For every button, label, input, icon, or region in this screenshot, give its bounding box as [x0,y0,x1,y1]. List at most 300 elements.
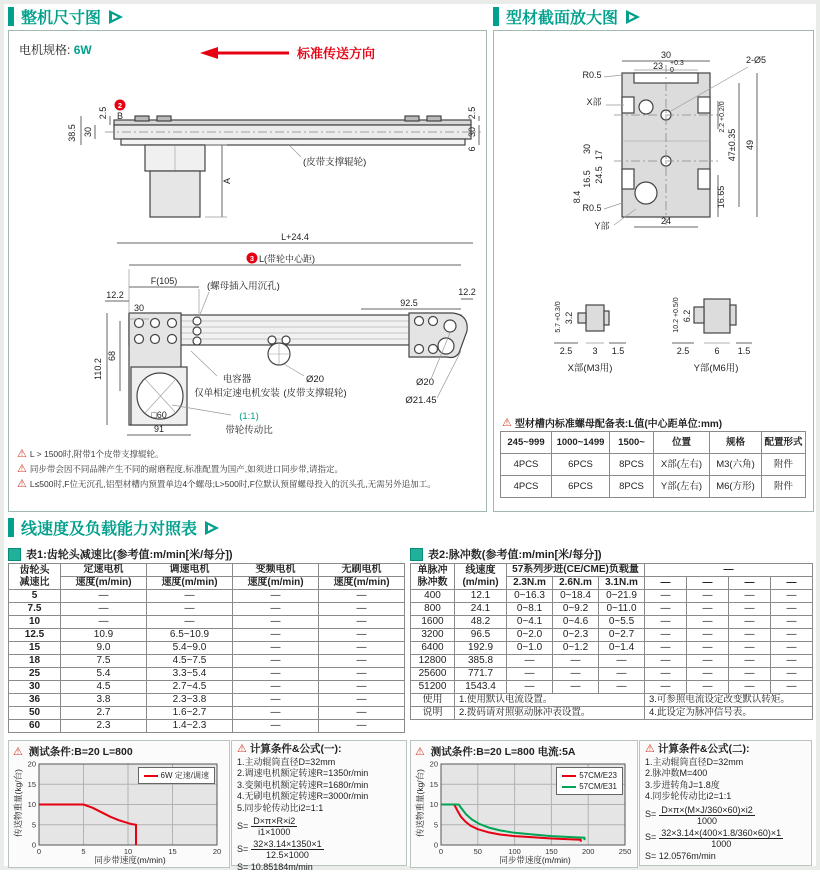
table1-title [8,545,404,563]
table-cell: 6400 [411,642,455,655]
dim-label: 6 [714,346,720,356]
table-row [9,694,405,707]
calc-line: 1.主动辊筒直径D=32mm [237,756,336,767]
section-title-text: 整机尺寸图 [21,10,102,27]
square-bullet-icon [410,548,423,561]
calc1-title: ⚠ 计算条件&公式(一): [237,743,342,755]
table-cell: 7.5 [61,655,147,668]
fraction: $\frac{32\times 3.14\times(400\times 1.8/360\times 60)\times 1}{1000}$ [661,827,782,849]
table-cell: 1543.4 [455,681,507,694]
column-subheader: — [687,577,729,590]
pulse-table-zone [410,545,812,720]
table-cell: M3(六角) [710,454,762,476]
table-row [411,668,813,681]
drawing-notes [17,447,481,492]
tick-label: 50 [473,847,482,856]
dim-label: 68 [107,350,117,362]
column-subheader: — [645,577,687,590]
ratio-caption: 带轮传动比 [225,425,273,436]
table-cell: — [61,603,147,616]
table-cell: M6(方形) [710,476,762,498]
calc-line: 2.脉冲数M=400 [645,768,708,778]
table-cell: 2.7~4.5 [147,681,233,694]
dim-label: 2.5 [98,106,108,120]
table-cell: 0~18.4 [553,590,599,603]
column-subheader: — [729,577,771,590]
dim-label: 2.2 +0.2/0 [719,101,726,133]
table-cell: — [233,668,319,681]
usage-note-row [411,694,813,707]
chart2-panel [410,740,638,868]
table-cell: — [233,629,319,642]
dim-label: Y部 [594,221,610,231]
chart1-panel [8,740,230,868]
legend-entry: 6W 定速/调速 [144,770,209,781]
cross-section-drawing [494,45,812,245]
table-cell: — [729,590,771,603]
table-cell: X部(左右) [654,454,710,476]
transfer-direction [199,43,375,62]
calc-panel-2 [639,740,812,866]
tick-label: 150 [545,847,558,856]
table-cell: — [507,668,553,681]
test-condition [9,741,229,759]
table-cell: 60 [9,720,61,733]
column-header: 调速电机 [147,564,233,577]
tick-label: 100 [508,847,521,856]
table-cell: — [233,655,319,668]
table-cell: 51200 [411,681,455,694]
table-row [411,629,813,642]
table-cell: 6PCS [552,454,610,476]
dim-label: 49 [745,139,755,151]
note-text: L≤500时,F位无沉孔,铝型材槽内预置单边4个螺母;L>500时,F位默认预留螺母投入的沉头孔,无需另外追加工。 [29,479,436,489]
table-cell: 0~16.3 [507,590,553,603]
table-cell: — [729,629,771,642]
table-cell: — [687,629,729,642]
table-cell: 192.9 [455,642,507,655]
calc-line: 4.同步轮传动比i2=1:1 [645,791,732,801]
fraction: $\frac{D\times\pi\times R\times i2}{i1\times 1000}$ [253,816,296,837]
usage-note-row [411,707,813,720]
tick-label: 15 [429,779,438,789]
note-line [17,462,481,477]
table-row [9,681,405,694]
side-view-drawing [9,77,486,227]
table-cell: — [507,681,553,694]
dim-label: 30 [133,303,145,313]
dim-label: 10.2 +0.5/0 [673,297,680,333]
section-title-speed-load [8,516,221,539]
nut-table [500,431,806,498]
tick-label: 5 [31,820,36,830]
table-cell: — [687,681,729,694]
column-subheader: 2.3N.m [507,577,553,590]
table-cell: 0~1.0 [507,642,553,655]
title-bar-icon [493,7,499,26]
table-cell: 8PCS [610,454,654,476]
dim-label: A [222,177,232,185]
legend-swatch [144,775,158,777]
square-bullet-icon [8,548,21,561]
table-cell: 4PCS [501,476,552,498]
dim-label: 1.5 [737,346,751,356]
chart1-wrap [9,759,229,865]
table-cell: — [729,655,771,668]
table-cell: 5 [9,590,61,603]
column-header: 1000~1499 [552,432,610,454]
table-cell: 12800 [411,655,455,668]
note-text: L > 1500时,附带1个皮带支撑辊轮。 [29,449,164,459]
title-bar-icon [8,7,14,26]
table-row [411,655,813,668]
x-axis-title: 同步带速度(m/min) [499,855,571,865]
column-header: 定速电机 [61,564,147,577]
table-cell: 0~1.4 [599,642,645,655]
table-cell: — [729,616,771,629]
table-row [501,454,806,476]
table-cell: 4.5~7.5 [147,655,233,668]
table-cell: 771.7 [455,668,507,681]
calc-line: 1.主动辊筒直径D=32mm [645,756,744,767]
section-title-dimensions [8,5,125,28]
dim-label: 24.5 [594,166,604,184]
table-cell: — [233,720,319,733]
table-cell: — [645,681,687,694]
table-cell: — [233,681,319,694]
gear-ratio-table-zone [8,545,404,733]
table-row [411,590,813,603]
dim-label: 6.2 [682,309,692,323]
usage-label: 使用 [411,694,455,707]
table-cell: 6.5~10.9 [147,629,233,642]
table-cell: 5.4 [61,668,147,681]
note-text: 同步带会因不同品牌产生不同的耐磨程度,标准配置为国产,如须进口同步带,请指定。 [29,464,343,474]
formula-lhs: S= [645,832,657,843]
column-subheader: 速度(m/min) [319,577,405,590]
note-line [17,477,481,492]
table-cell: 0~21.9 [599,590,645,603]
dim-label: □60 [151,410,167,420]
side-view-geometry [105,116,481,217]
test-condition-text: 测试条件:B=20 L=800 电流:5A [430,746,576,758]
table-cell: 15 [9,642,61,655]
table-cell: 36 [9,694,61,707]
note-line [17,447,481,462]
test-condition-text: 测试条件:B=20 L=800 [28,746,133,758]
column-header: 57系列步进(CE/CME)负载量 [507,564,645,577]
usage-label: 说明 [411,707,455,720]
legend-entry: 57CM/E23 [562,770,617,781]
dim-label: 2.5 [559,346,573,356]
table-row [411,681,813,694]
table-cell: — [553,668,599,681]
usage-note: 2.拨码请对照驱动脉冲表设置。 [455,707,645,720]
table-header-row [411,564,813,577]
motor-spec-value: 6W [73,43,92,57]
table-cell: 0~2.3 [553,629,599,642]
table-cell: — [771,603,813,616]
tick-label: 15 [27,779,36,789]
table-cell: — [233,707,319,720]
table-cell: — [61,616,147,629]
table-cell: — [729,603,771,616]
table-cell: — [319,629,405,642]
tick-label: 10 [27,800,36,809]
table-cell: — [771,668,813,681]
tick-label: 15 [168,847,177,856]
table-cell: — [645,668,687,681]
chart2-wrap [411,759,637,865]
table-cell: 24.1 [455,603,507,616]
table-header-row [9,564,405,577]
warning-icon: ⚠ [237,743,247,755]
dim-label: 47±0.35 [727,128,737,162]
badge-number: 2 [117,101,123,110]
tick-label: 250 [618,847,632,856]
table-cell: — [599,681,645,694]
nut-table-wrap [500,431,805,498]
table-cell: 48.2 [455,616,507,629]
table-cell: 10 [9,616,61,629]
table-cell: — [687,616,729,629]
dim-label: 12.2 [458,287,476,297]
chart-legend [556,767,623,795]
table-cell: 1.4~2.3 [147,720,233,733]
table-cell: 0~2.7 [599,629,645,642]
column-subheader: 3.1N.m [599,577,645,590]
dim-label: L(带轮中心距) [259,254,315,264]
table-cell: 385.8 [455,655,507,668]
detail-caption: Y部(M6用) [693,363,739,374]
callout-label: 电容器 [222,374,252,385]
table-row [9,642,405,655]
table-cell: 2.3 [61,720,147,733]
nut-table-title [502,415,722,430]
column-header: 配置形式 [762,432,806,454]
test-condition [411,741,637,759]
column-header: — [645,564,813,577]
table2-title-text: 表2:脉冲数(参考值:m/min[米/每分]) [428,549,602,561]
legend-entry: 57CM/E31 [562,781,617,792]
table-cell: — [319,681,405,694]
dim-label: L+24.4 [281,232,309,242]
warning-icon: ⚠ [502,417,512,429]
table-row [501,476,806,498]
tick-label: 10 [429,800,438,809]
dim-label: 1.5 [611,346,625,356]
pulse-table [410,563,813,720]
table-cell: 3200 [411,629,455,642]
table-cell: 25600 [411,668,455,681]
column-header: 线速度 (m/min) [455,564,507,590]
dim-label: 91 [153,424,165,434]
table-cell: — [687,655,729,668]
dim-label: 16.65 [716,185,726,209]
table-cell: — [319,707,405,720]
column-header: 单脉冲 脉冲数 [411,564,455,590]
table-cell: — [147,603,233,616]
x-detail [554,301,626,374]
table-cell: 0~1.2 [553,642,599,655]
table-cell: 3.8 [61,694,147,707]
legend-swatch [562,775,576,777]
dim-label: 23 [652,61,664,71]
table-cell: — [319,655,405,668]
tick-label: 20 [212,847,222,856]
table-header-row [501,432,806,454]
table-cell: — [771,616,813,629]
table-cell: 5.4~9.0 [147,642,233,655]
calc-line: 3.变频电机额定转速R=1680r/min [237,779,369,790]
table-cell: — [771,655,813,668]
warning-icon: ⚠ [17,448,27,460]
table-row [9,616,405,629]
callout-label: (螺母插入用沉孔) [207,281,280,292]
table-cell: — [233,694,319,707]
column-header: 1500~ [610,432,654,454]
section-arrow-icon [107,9,125,25]
table-cell: — [233,590,319,603]
detail-caption: X部(M3用) [567,363,613,374]
dim-label: R0.5 [582,203,602,213]
chart-legend [138,767,215,784]
callout-label: Ø20 [306,374,324,385]
dim-label: 38.5 [67,124,77,142]
dim-tolerance: 0 [670,67,674,74]
gear-ratio-table [8,563,405,733]
dim-label: 3.2 [564,311,574,325]
tick-label: 20 [429,759,438,769]
dim-label: 30 [660,50,672,60]
table-cell: 0~9.2 [553,603,599,616]
dim-label: 30 [467,126,477,138]
dim-label: B [116,111,124,121]
formula-result: S= 10.85184m/min [237,862,313,872]
formula [237,839,401,860]
table-row [9,707,405,720]
table-cell: — [319,590,405,603]
callout-label: Ø21.45 [405,395,437,406]
section-arrow-icon [624,9,642,25]
tick-label: 0 [31,840,36,850]
callout-label: (皮带支撑辊轮) [303,157,367,168]
calc-line: 5.同步轮传动比i2=1:1 [237,802,324,813]
tick-label: 0 [433,840,438,850]
table-cell: 8PCS [610,476,654,498]
dim-label: 110.2 [93,358,103,380]
badge-number: 3 [249,254,255,263]
callout-label: (皮带支撑辊轮) [283,388,347,399]
table-cell: — [645,616,687,629]
table-cell: — [687,603,729,616]
column-subheader: 速度(m/min) [147,577,233,590]
table2-title [410,545,812,563]
table-cell: — [645,655,687,668]
table-cell: 12.5 [9,629,61,642]
dim-label: R0.5 [582,70,602,80]
legend-swatch [562,786,576,788]
table-cell: 400 [411,590,455,603]
tick-label: 0 [36,847,42,856]
table-row [9,655,405,668]
formula-lhs: S= [645,809,657,820]
formula [645,805,806,826]
dim-label: F(105) [150,276,178,286]
table-cell: 6PCS [552,476,610,498]
table-cell: — [319,642,405,655]
dim-label: 12.2 [106,290,124,300]
table-cell: 10.9 [61,629,147,642]
table-cell: 0~4.6 [553,616,599,629]
table-cell: — [553,655,599,668]
table-row [9,629,405,642]
section-title-text: 型材截面放大图 [506,10,619,27]
calc-line: 4.无刷电机额定转速R=3000r/min [237,791,369,801]
column-header: 变频电机 [233,564,319,577]
table-cell: 4.5 [61,681,147,694]
tick-label: 0 [438,847,444,856]
dim-label: 8.4 [572,190,582,204]
dim-label: 92.5 [400,298,418,308]
table-cell: 96.5 [455,629,507,642]
table-cell: — [771,590,813,603]
calc-line: 3.步进转角J=1.8度 [645,779,720,790]
table-cell: — [61,590,147,603]
y-detail [672,297,752,374]
direction-label: 标准传送方向 [297,46,376,61]
motor-spec-label: 电机规格: [19,43,71,57]
table-row [9,668,405,681]
usage-note: 3.可参照电流设定改变默认转矩。 [645,694,813,707]
formula-result: S= 12.0576m/min [645,850,716,861]
table-cell: 2.7 [61,707,147,720]
formula-lhs: S= [237,843,249,854]
table-cell: 25 [9,668,61,681]
table-row [9,603,405,616]
tick-label: 5 [433,820,438,830]
usage-note: 4.此设定为脉冲信号表。 [645,707,813,720]
table-cell: — [645,642,687,655]
y-axis-title: 传送物重量(kg/台) [415,768,425,838]
ratio-label: (1:1) [239,411,259,422]
dim-label: 6 [467,146,477,152]
dim-label: 2-Ø5 [745,55,767,65]
nut-table-title-text: 型材槽内标准螺母配备表:L值(中心距单位:mm) [514,419,723,430]
dim-label: X部 [586,97,602,107]
table-cell: 0~11.0 [599,603,645,616]
table-cell: — [729,681,771,694]
table-row [411,642,813,655]
column-subheader: 速度(m/min) [61,577,147,590]
x-axis-title: 同步带速度(m/min) [94,855,166,865]
table-cell: — [147,616,233,629]
callout-label: 仅单相定速电机安装 [194,388,280,399]
table-cell: — [771,629,813,642]
table-cell: — [645,590,687,603]
warning-icon: ⚠ [13,746,23,758]
dim-label: 2.5 [467,106,477,120]
table-cell: 800 [411,603,455,616]
calc-panel-1 [231,740,407,872]
section-arrow-icon [203,520,221,536]
tick-label: 20 [27,759,36,769]
column-header: 齿轮头 减速比 [9,564,61,590]
top-view-drawing [9,229,486,443]
table-cell: 9.0 [61,642,147,655]
direction-arrow-icon [199,46,291,60]
section-title-profile [493,5,642,28]
